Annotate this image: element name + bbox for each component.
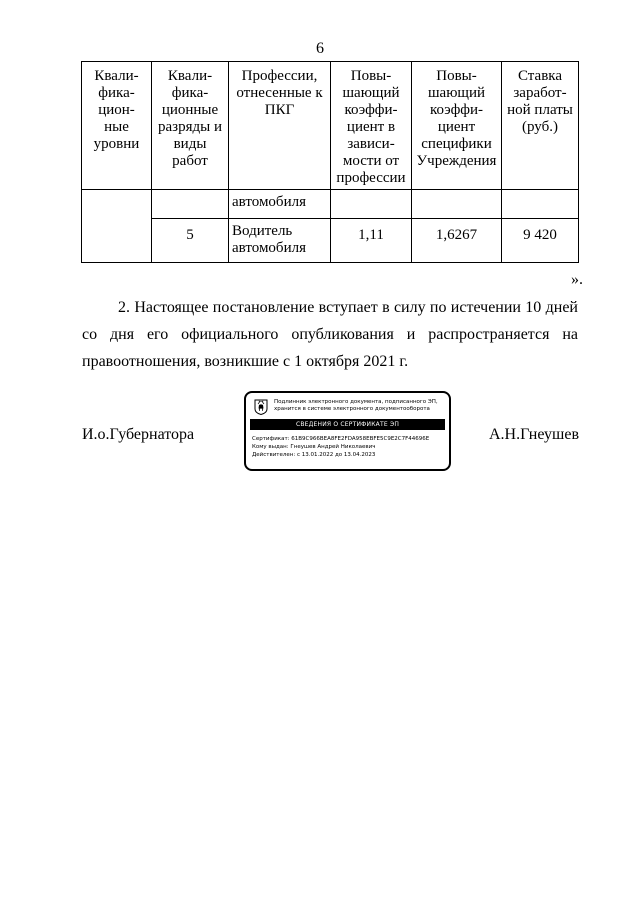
header-line: цион- [98, 102, 135, 118]
header-line: ной платы [507, 102, 573, 118]
cell-profession [229, 190, 331, 219]
header-line: специфики [421, 136, 492, 152]
header-coef-specific [412, 62, 502, 190]
signer-position: И.о.Губернатора [82, 426, 195, 443]
cell-coef-specific: 1,6267 [412, 219, 502, 263]
header-line: Повы- [350, 68, 392, 84]
cell-grade: 5 [152, 219, 229, 263]
table-row [82, 190, 579, 219]
stamp-validity: Действителен: с 13.01.2022 до 13.04.2023 [252, 452, 376, 458]
header-line: циент в [346, 119, 396, 135]
header-line: Учреждения [416, 153, 497, 169]
header-line: Профессии, [241, 68, 318, 84]
header-line: фика- [98, 85, 135, 101]
header-line: заработ- [513, 85, 567, 101]
header-line: Повы- [436, 68, 477, 84]
header-coef-profession [331, 62, 412, 190]
effective-date-paragraph: 2. Настоящее постановление вступает в силу по истечении 10 дней со дня его официального опубликования и распространяется на правоотношения, возникшие с 1 октября 2021 г. [82, 299, 578, 370]
signer-name: А.Н.Гнеушев [489, 426, 579, 443]
header-line: ционные [161, 102, 219, 118]
header-line: циент [437, 119, 476, 135]
stamp-note-line: Подлинник электронного документа, подписанного ЭП, [274, 399, 438, 405]
header-professions [229, 62, 331, 190]
header-line: (руб.) [522, 119, 558, 135]
header-line: шающий [427, 85, 486, 101]
header-line: профессии [336, 170, 406, 186]
deer-emblem-icon [254, 399, 268, 415]
stamp-note [274, 399, 446, 412]
stamp-note-line: хранится в системе электронного документооборота [274, 405, 430, 412]
profession-line: автомобиля [232, 240, 306, 256]
header-line: разряды и [158, 119, 222, 135]
cell-coef-profession: 1,11 [331, 219, 412, 263]
cell-level [82, 190, 152, 263]
header-wage-rate [502, 62, 579, 190]
header-line: Ставка [517, 68, 562, 84]
header-line: ные [104, 119, 129, 135]
header-line: мости от [342, 153, 400, 169]
header-line: отнесенные к [236, 85, 323, 101]
cell-rate [502, 190, 579, 219]
header-line: виды [173, 136, 207, 152]
cell-coef-profession [331, 190, 412, 219]
header-line: коэффи- [344, 102, 398, 118]
header-line: Квали- [94, 68, 139, 84]
cell-grade [152, 190, 229, 219]
wage-table [81, 61, 579, 263]
stamp-title-band: СВЕДЕНИЯ О СЕРТИФИКАТЕ ЭП [250, 419, 445, 430]
cell-coef-specific [412, 190, 502, 219]
header-qualification-grades [152, 62, 229, 190]
header-line: Квали- [167, 68, 213, 84]
profession-line: автомобиля [232, 194, 306, 210]
cell-rate: 9 420 [502, 219, 579, 263]
header-line: фика- [171, 85, 209, 101]
header-qualification-levels [82, 62, 152, 190]
header-line: зависи- [347, 136, 395, 152]
stamp-owner: Кому выдан: Гнеушев Андрей Николаевич [252, 444, 376, 450]
electronic-signature-stamp [244, 391, 451, 471]
header-line: уровни [93, 136, 140, 152]
profession-line: Водитель [232, 223, 293, 239]
header-line: шающий [342, 85, 400, 101]
header-line: коэффи- [430, 102, 483, 118]
table-row [82, 219, 579, 263]
header-line: ПКГ [264, 102, 295, 118]
stamp-certificate: Сертификат: 61B9C966BEA8FE2FDA958EBFE5C9E2C7F44696E [252, 436, 430, 442]
closing-quote: ». [571, 271, 583, 288]
header-line: работ [172, 153, 208, 169]
page-number: 6 [316, 40, 324, 57]
table-header-row [82, 62, 579, 190]
cell-profession [229, 219, 331, 263]
